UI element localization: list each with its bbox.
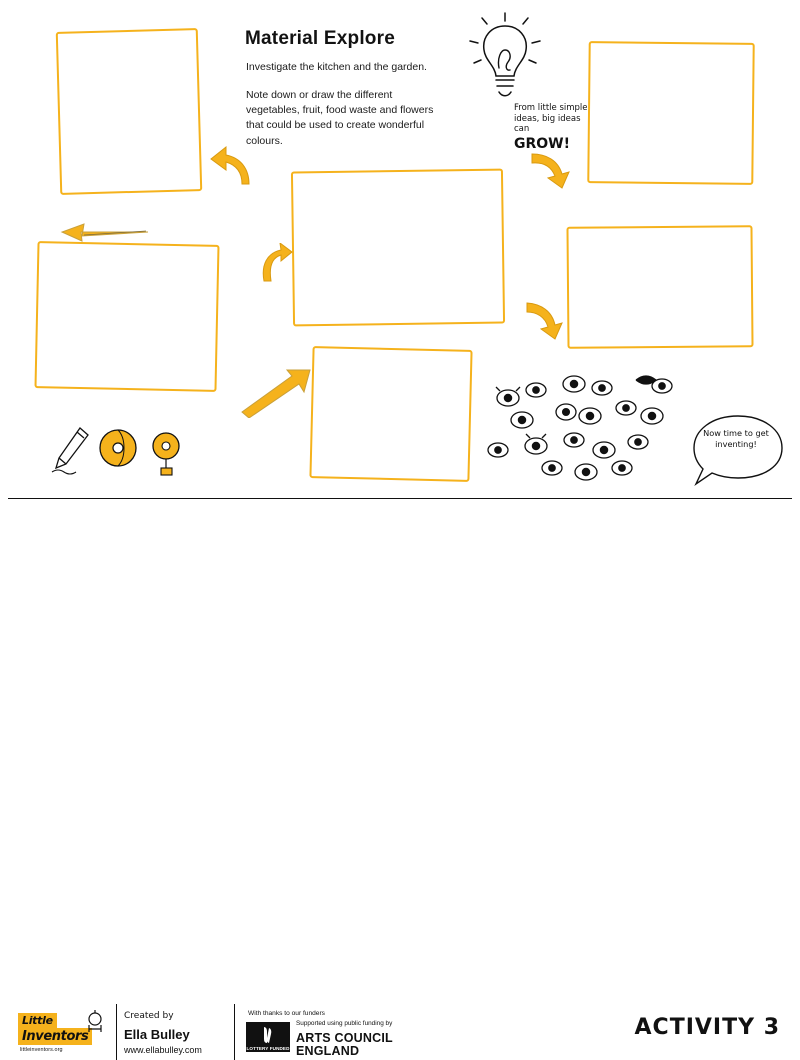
eyes-doodle [486, 372, 686, 484]
arts-council-line-2: ENGLAND [296, 1043, 360, 1058]
activity-label: ACTIVITY 3 [634, 1015, 780, 1040]
arrow-to-top-right-box [528, 152, 572, 192]
logo-line-2: Inventors [18, 1028, 92, 1045]
thread-spool-doodle [96, 428, 140, 470]
pencil-doodle [50, 424, 94, 476]
arrow-to-bottom-center-box [240, 368, 312, 418]
lottery-funded-logo [246, 1022, 290, 1052]
lottery-funded-text: LOTTERY FUNDED [246, 1046, 290, 1051]
tape-measure-doodle [148, 430, 190, 478]
speech-bubble-text: Now time to get inventing! [703, 428, 769, 450]
little-inventors-logo [18, 1010, 110, 1052]
speech-bubble-icon [688, 412, 788, 492]
lightbulb-icon [466, 8, 544, 112]
intro-text: Investigate the kitchen and the garden. [246, 61, 427, 73]
arrow-left-bar [60, 212, 150, 244]
footer [0, 499, 800, 1058]
lightbulb-caption-grow: GROW! [514, 136, 570, 152]
draw-box-bottom-center[interactable] [309, 346, 472, 482]
draw-box-mid-right[interactable] [566, 225, 753, 349]
draw-box-mid-left[interactable] [34, 241, 219, 392]
arts-council-line-1: ARTS COUNCIL [296, 1031, 393, 1045]
arrow-to-top-left-box [208, 145, 254, 187]
crossed-fingers-icon [256, 1025, 280, 1045]
logo-line-1: Little [18, 1013, 57, 1028]
footer-divider-2 [234, 1004, 235, 1060]
arts-council-logo [296, 1032, 393, 1057]
inventor-figure-icon [80, 1010, 110, 1034]
funders-label: With thanks to our funders [248, 1010, 325, 1017]
logo-url: littleinventors.org [20, 1047, 63, 1053]
arrow-to-center-box [258, 243, 294, 283]
draw-box-top-left[interactable] [56, 28, 202, 195]
supported-label: Supported using public funding by [296, 1020, 393, 1027]
creator-name: Ella Bulley [124, 1027, 190, 1042]
draw-box-center[interactable] [291, 169, 505, 327]
page-title: Material Explore [245, 28, 395, 49]
draw-box-top-right[interactable] [587, 41, 754, 185]
lightbulb-caption: From little simple ideas, big ideas can [514, 103, 588, 135]
instructions-text: Note down or draw the different vegetables, fruit, food waste and flowers that could be used to create wonderful colours. [246, 89, 434, 147]
creator-url[interactable]: www.ellabulley.com [124, 1045, 202, 1055]
arrow-to-mid-right-box [524, 300, 566, 342]
created-by-label: Created by [124, 1011, 174, 1021]
footer-divider-1 [116, 1004, 117, 1060]
